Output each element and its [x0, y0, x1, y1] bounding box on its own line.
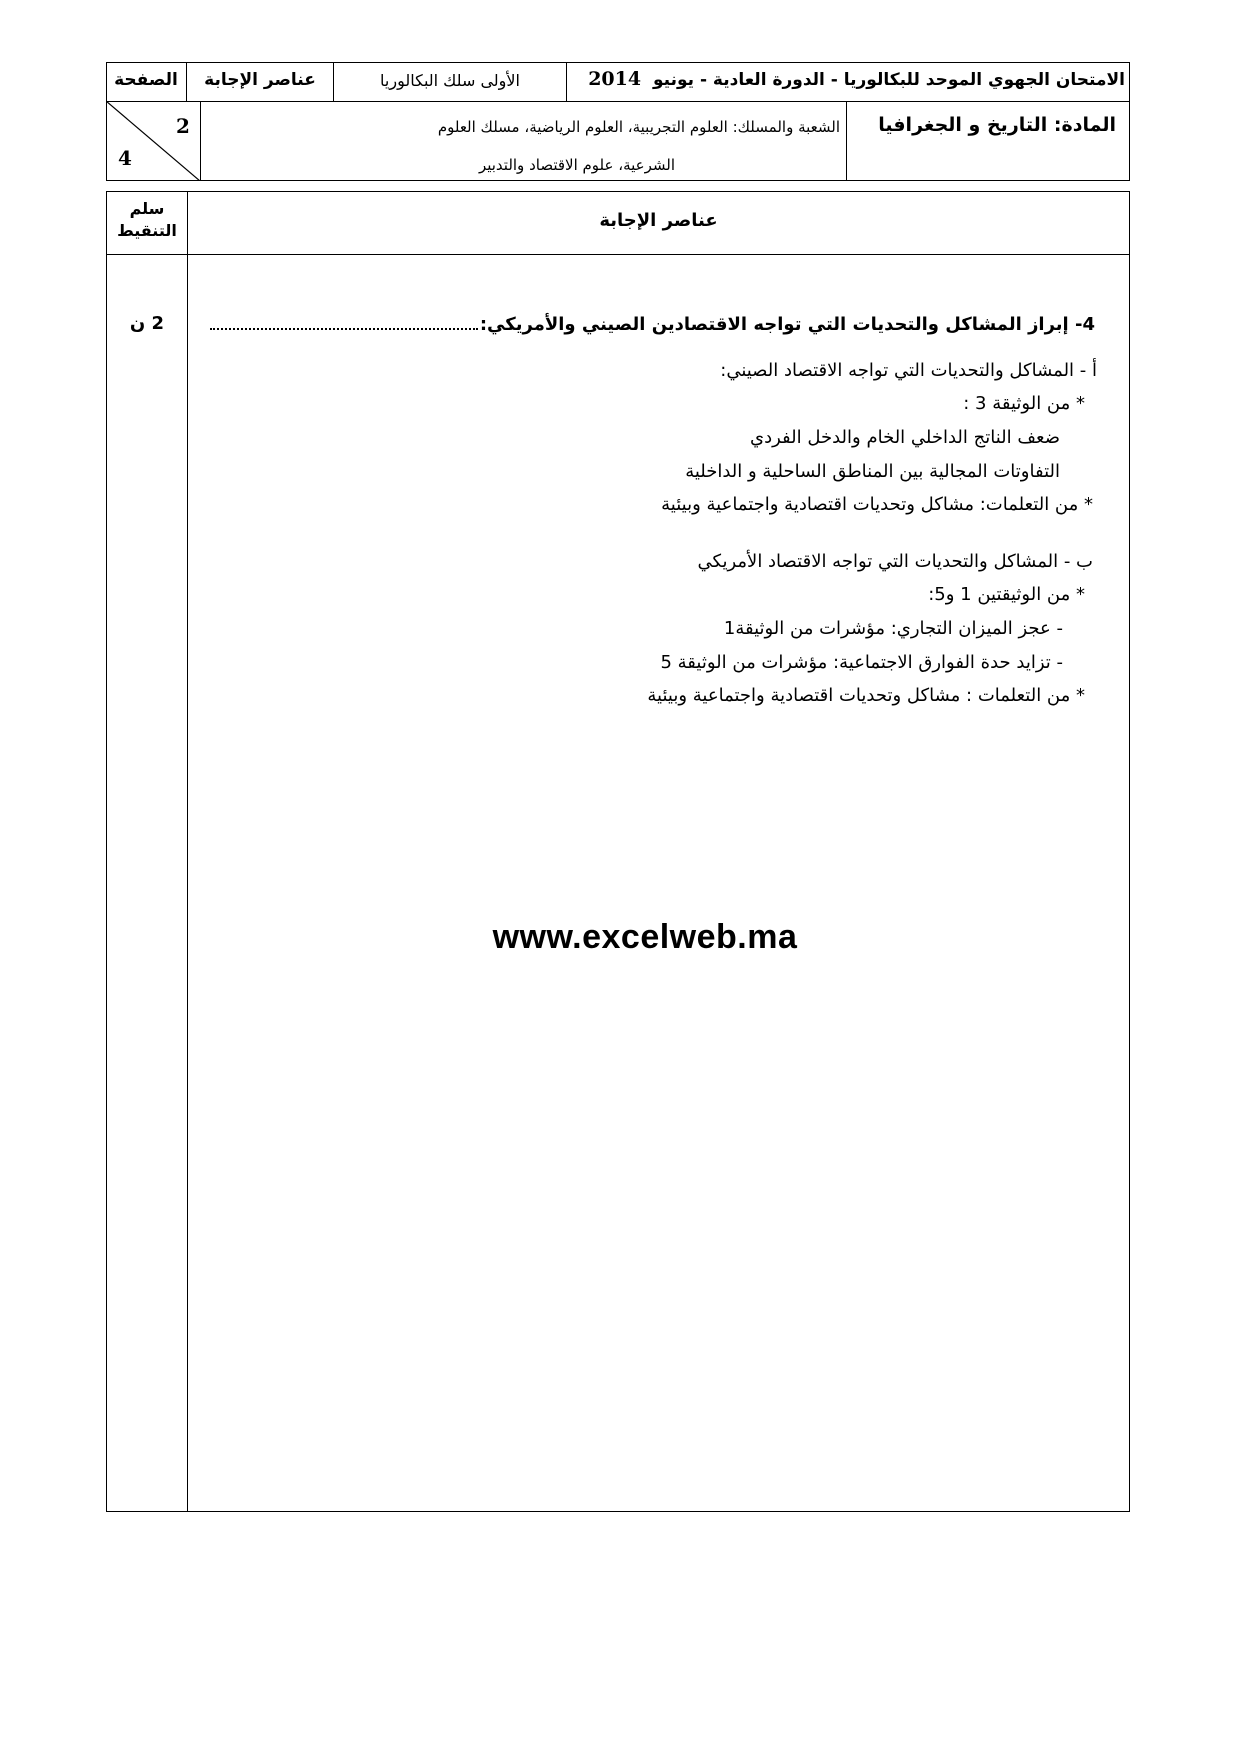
part-a-item-1: ضعف الناتج الداخلي الخام والدخل الفردي — [749, 427, 1060, 448]
branch-line-1: الشعبة والمسلك: العلوم التجريبية، العلوم الرياضية، مسلك العلوم — [437, 118, 840, 136]
level-label: الأولى سلك البكالوريا — [380, 71, 520, 90]
table-header-divider — [106, 254, 1130, 255]
page-current: 2 — [176, 114, 190, 138]
part-b-learnings: * من التعلمات : مشاكل وتحديات اقتصادية واجتماعية وبيئية — [647, 685, 1085, 706]
part-a-title: أ - المشاكل والتحديات التي تواجه الاقتصاد الصيني: — [720, 360, 1097, 381]
score-value: 2 ن — [129, 313, 165, 334]
divider — [846, 101, 847, 181]
score-column-divider — [187, 191, 188, 1512]
exam-title: الامتحان الجهوي الموحد للبكالوريا - الدورة العادية - يونيو — [653, 70, 1125, 90]
header-divider — [106, 101, 1130, 102]
elements-header: عناصر الإجابة — [599, 210, 718, 231]
question-line — [210, 314, 1095, 335]
score-header: سلم التنقيط — [117, 199, 177, 240]
exam-year: 2014 — [588, 68, 642, 90]
divider — [566, 62, 567, 102]
part-b-documents: * من الوثيقتين 1 و5: — [928, 584, 1085, 605]
website-watermark: www.excelweb.ma — [492, 918, 798, 956]
branch-line-2: الشرعية، علوم الاقتصاد والتدبير — [478, 156, 675, 174]
part-a-item-2: التفاوتات المجالية بين المناطق الساحلية و الداخلية — [685, 461, 1060, 482]
part-a-document: * من الوثيقة 3 : — [963, 393, 1085, 414]
question-text: 4- إبراز المشاكل والتحديات التي تواجه الاقتصادين الصيني والأمريكي: — [479, 314, 1095, 335]
part-b-item-1: - عجز الميزان التجاري: مؤشرات من الوثيقة1 — [723, 618, 1063, 639]
part-b-title: ب - المشاكل والتحديات التي تواجه الاقتصاد الأمريكي — [697, 551, 1093, 572]
dotted-leader — [210, 314, 478, 330]
divider — [200, 101, 201, 181]
part-b-item-2: - تزايد حدة الفوارق الاجتماعية: مؤشرات من الوثيقة 5 — [660, 652, 1063, 673]
page-label: الصفحة — [114, 70, 178, 90]
part-a-learnings: * من التعلمات: مشاكل وتحديات اقتصادية واجتماعية وبيئية — [661, 494, 1093, 515]
answer-elements-label: عناصر الإجابة — [204, 70, 316, 90]
divider — [186, 62, 187, 102]
answer-table — [106, 191, 1130, 1512]
exam-title-cell — [570, 68, 1125, 90]
subject-label: المادة: التاريخ و الجغرافيا — [878, 114, 1116, 136]
divider — [333, 62, 334, 102]
page-total: 4 — [118, 146, 132, 170]
